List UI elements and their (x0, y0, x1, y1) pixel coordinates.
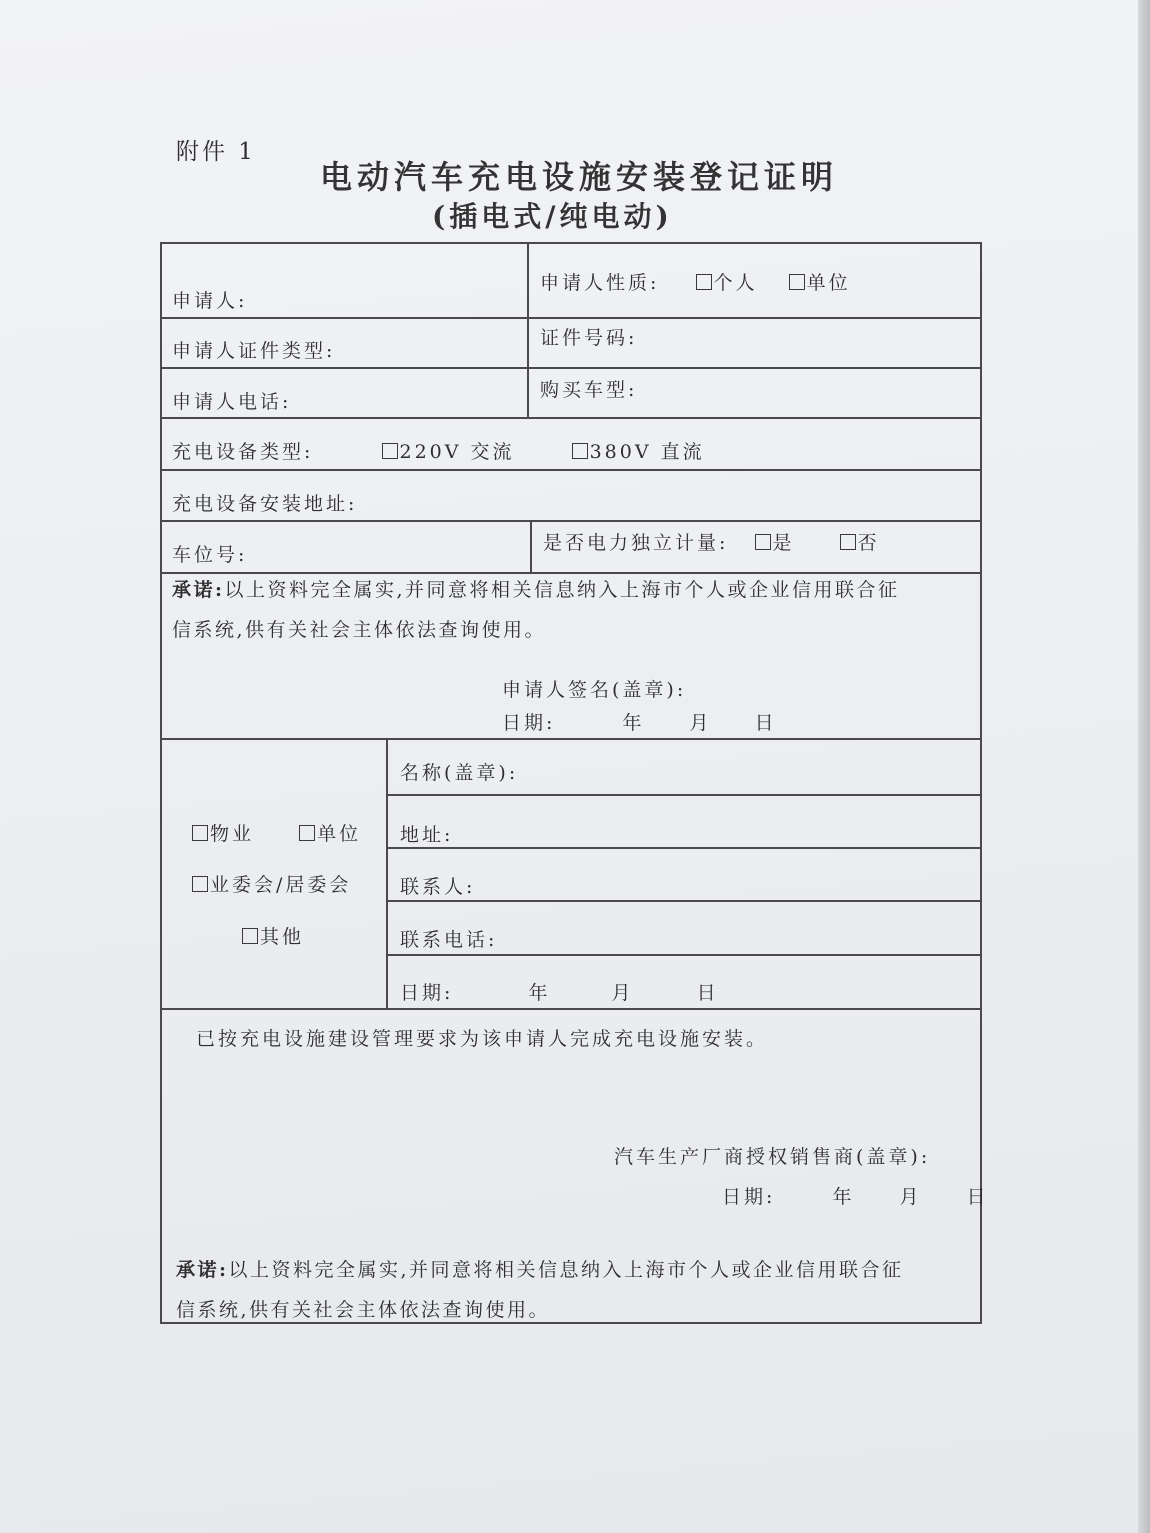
property-option-unit[interactable]: 单位 (299, 819, 361, 846)
checkbox[interactable] (299, 825, 315, 841)
property-name-field[interactable] (400, 758, 518, 785)
property-option-management[interactable]: 物业 (192, 819, 254, 846)
form-title: 电动汽车充电设施安装登记证明 (320, 158, 839, 196)
property-option-committee[interactable]: 业委会/居委会 (192, 870, 351, 897)
independent-metering-field (543, 528, 902, 555)
property-date-field[interactable] (400, 978, 719, 1005)
year-label: 年 (528, 982, 551, 1004)
pledge-line: 信系统,供有关社会主体依法查询使用。 (176, 1299, 551, 1321)
property-address-label: 地址: (400, 824, 454, 846)
equipment-option-220v-ac[interactable]: 220V 交流 (382, 437, 515, 464)
row-divider (386, 847, 982, 849)
id-number-field[interactable] (540, 323, 637, 350)
column-divider (530, 520, 532, 572)
month-label: 月 (689, 712, 712, 734)
car-model-field[interactable] (540, 375, 637, 402)
equipment-type-field (172, 437, 727, 464)
row-divider (160, 738, 982, 740)
row-divider (160, 417, 982, 419)
independent-metering-label: 是否电力独立计量: (543, 532, 729, 554)
applicant-name-field[interactable] (172, 286, 247, 313)
form-border-right (980, 242, 982, 1324)
applicant-signature-label: 申请人签名(盖章): (502, 679, 687, 701)
date-label: 日期: (502, 712, 556, 734)
applicant-name-label: 申请人: (172, 290, 248, 312)
month-label: 月 (611, 982, 634, 1004)
day-label: 日 (696, 982, 719, 1004)
applicant-phone-label: 申请人电话: (172, 391, 292, 413)
property-name-label: 名称(盖章): (400, 762, 519, 784)
column-divider (386, 738, 388, 1008)
form-border-left (160, 242, 162, 1324)
installation-statement: 已按充电设施建设管理要求为该申请人完成充电设施安装。 (196, 1028, 769, 1050)
row-divider (160, 469, 982, 471)
applicant-nature-field (540, 268, 873, 295)
row-divider (386, 794, 982, 796)
property-option-other[interactable]: 其他 (242, 922, 304, 949)
dealer-seal-label: 汽车生产厂商授权销售商(盖章): (614, 1146, 931, 1168)
pledge-prefix: 承诺: (176, 1259, 229, 1281)
pledge-line: 以上资料完全属实,并同意将相关信息纳入上海市个人或企业信用联合征 (224, 579, 900, 601)
applicant-date-field[interactable] (502, 708, 777, 735)
row-divider (160, 317, 982, 319)
installation-address-field[interactable] (172, 489, 357, 516)
row-divider (386, 954, 982, 956)
parking-space-field[interactable] (172, 540, 247, 567)
row-divider (386, 900, 982, 902)
property-address-field[interactable] (400, 820, 453, 847)
equipment-type-label: 充电设备类型: (172, 441, 314, 463)
metering-option-yes[interactable]: 是 (755, 528, 795, 555)
row-divider (160, 1008, 982, 1010)
form-subtitle: (插电式/纯电动) (432, 200, 673, 233)
day-label: 日 (966, 1186, 989, 1208)
property-phone-label: 联系电话: (400, 929, 498, 951)
property-phone-field[interactable] (400, 925, 497, 952)
attachment-label: 附件 1 (176, 139, 256, 165)
checkbox[interactable] (242, 928, 258, 944)
pledge-line: 以上资料完全属实,并同意将相关信息纳入上海市个人或企业信用联合征 (228, 1259, 904, 1281)
checkbox[interactable] (789, 274, 805, 290)
applicant-id-type-label: 申请人证件类型: (172, 340, 336, 362)
date-label: 日期: (722, 1186, 776, 1208)
pledge-paragraph (172, 570, 900, 650)
checkbox[interactable] (696, 274, 712, 290)
metering-option-no[interactable]: 否 (840, 528, 880, 555)
applicant-nature-label: 申请人性质: (540, 272, 660, 294)
parking-space-label: 车位号: (172, 544, 248, 566)
pledge-line: 信系统,供有关社会主体依法查询使用。 (172, 619, 547, 641)
applicant-signature-field[interactable] (502, 675, 686, 702)
car-model-label: 购买车型: (540, 379, 638, 401)
id-number-label: 证件号码: (540, 327, 638, 349)
year-label: 年 (832, 1186, 855, 1208)
applicant-id-type-field[interactable] (172, 336, 335, 363)
pledge-prefix: 承诺: (172, 579, 225, 601)
installation-address-label: 充电设备安装地址: (172, 493, 358, 515)
date-label: 日期: (400, 982, 454, 1004)
column-divider (527, 242, 529, 417)
nature-option-unit[interactable]: 单位 (789, 268, 851, 295)
dealer-seal-field[interactable] (614, 1142, 930, 1169)
checkbox[interactable] (192, 825, 208, 841)
property-contact-label: 联系人: (400, 876, 476, 898)
row-divider (160, 367, 982, 369)
checkbox[interactable] (382, 443, 398, 459)
property-options (192, 819, 383, 846)
pledge-paragraph (176, 1250, 904, 1330)
day-label: 日 (754, 712, 777, 734)
month-label: 月 (899, 1186, 922, 1208)
checkbox[interactable] (572, 443, 588, 459)
property-contact-field[interactable] (400, 872, 475, 899)
row-divider (160, 520, 982, 522)
checkbox[interactable] (840, 534, 856, 550)
dealer-date-field[interactable] (722, 1182, 989, 1209)
equipment-option-380v-dc[interactable]: 380V 直流 (572, 437, 705, 464)
checkbox[interactable] (755, 534, 771, 550)
checkbox[interactable] (192, 876, 208, 892)
registration-form (160, 242, 989, 1324)
form-border-top (160, 242, 982, 244)
nature-option-individual[interactable]: 个人 (696, 268, 758, 295)
paper-edge (1138, 0, 1150, 1533)
year-label: 年 (622, 712, 645, 734)
applicant-phone-field[interactable] (172, 387, 291, 414)
